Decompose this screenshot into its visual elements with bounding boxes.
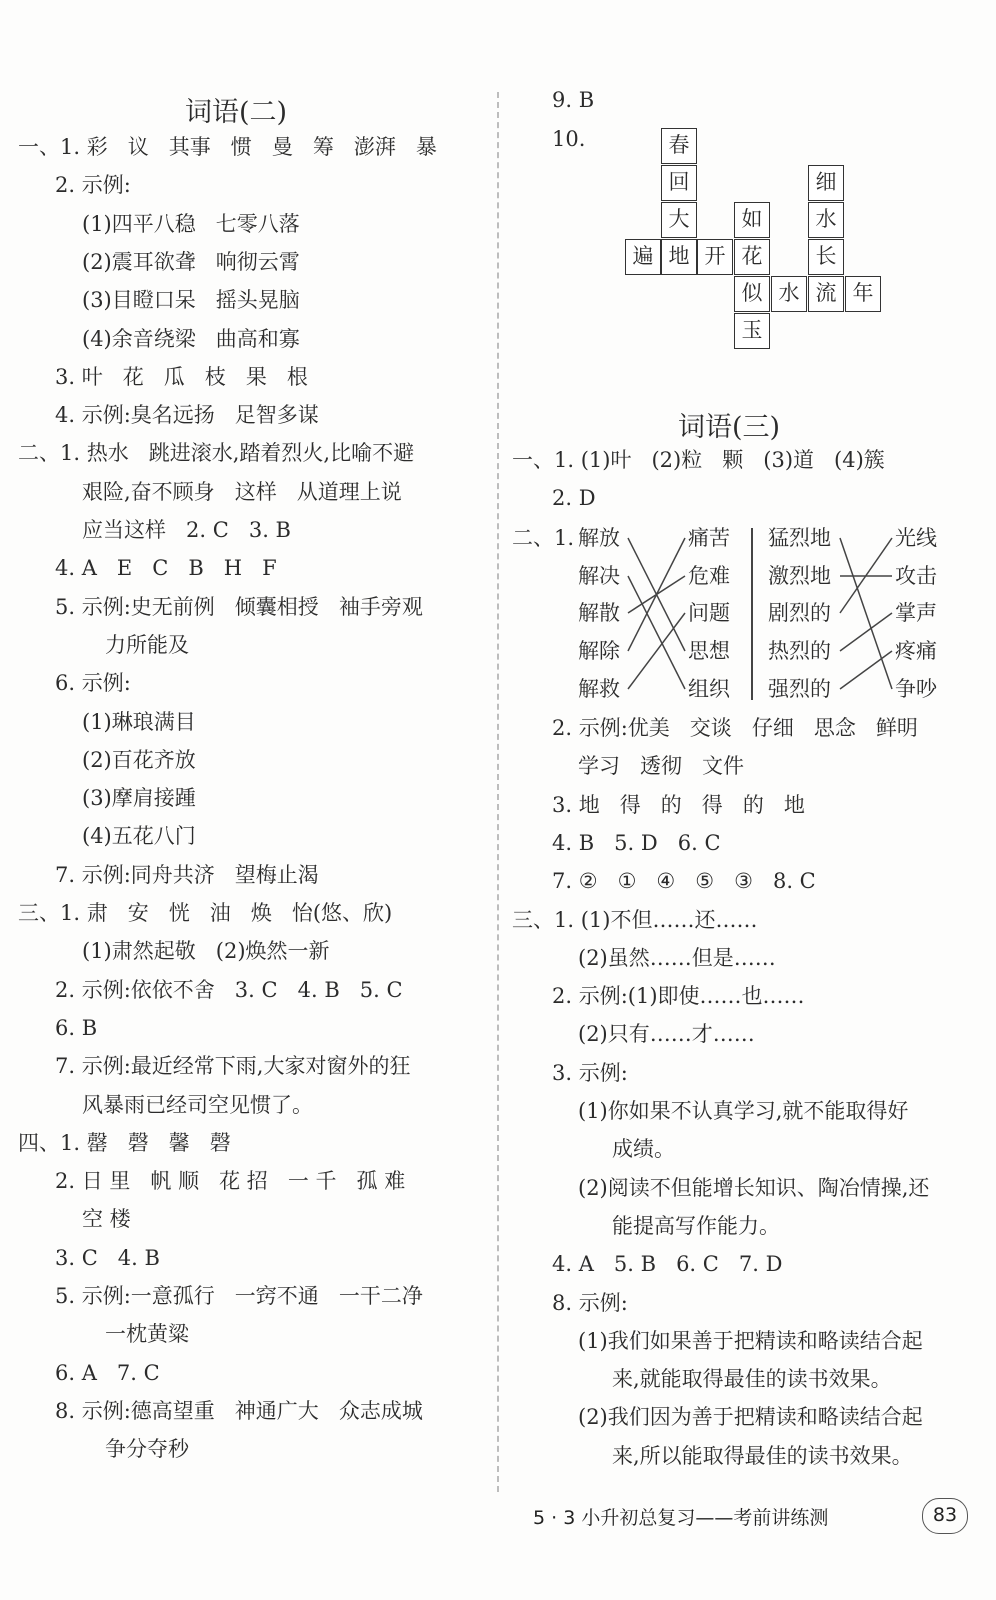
crossword-cell: 地: [661, 239, 697, 275]
match-word-left-b: 强烈的: [768, 677, 831, 701]
answer-line: 三、1. 肃 安 恍 油 焕 怡(悠、欣): [18, 901, 393, 925]
match-word-left-a: 解散: [578, 601, 620, 625]
match-word-left-a: 解除: [578, 639, 620, 663]
matching-link: [628, 613, 685, 689]
answer-line: 5. 示例:一意孤行 一窍不通 一干二净: [55, 1284, 423, 1308]
answer-line: 争分夺秒: [105, 1437, 189, 1462]
match-word-left-a: 解救: [578, 677, 620, 701]
answer-line: 4. B 5. D 6. C: [552, 830, 721, 855]
match-word-right-b: 掌声: [895, 601, 937, 625]
crossword-cell: 玉: [734, 313, 770, 349]
answer-line: 2. 示例:依依不舍 3. C 4. B 5. C: [55, 977, 403, 1002]
footer-text: 5 · 3 小升初总复习——考前讲练测: [533, 1507, 829, 1529]
answer-line: 一枕黄粱: [105, 1322, 189, 1347]
answer-line: 4. 示例:臭名远扬 足智多谋: [55, 403, 319, 428]
answer-line: (3)摩肩接踵: [82, 786, 196, 811]
answer-line: 风暴雨已经司空见惯了。: [82, 1092, 313, 1117]
matching-link: [840, 538, 892, 689]
crossword-cell: 开: [697, 239, 733, 275]
answer-line: (1)我们如果善于把精读和略读结合起: [578, 1328, 923, 1353]
matching-link: [840, 651, 892, 689]
answer-line: 学习 透彻 文件: [578, 754, 745, 779]
crossword-cell: 细: [808, 165, 844, 201]
answer-line: 2. 示例:: [55, 173, 131, 198]
match-word-left-b: 热烈的: [768, 639, 831, 663]
answer-line: 6. B: [55, 1015, 98, 1040]
answer-line: (2)阅读不但能增长知识、陶冶情操,还: [578, 1175, 930, 1200]
answer-line: 5. 示例:史无前例 倾囊相授 袖手旁观: [55, 594, 423, 619]
crossword-cell: 水: [808, 202, 844, 238]
answer-line: 空 楼: [82, 1207, 131, 1232]
crossword-cell: 流: [808, 276, 844, 312]
crossword-cell: 春: [661, 128, 697, 164]
answer-line: 一、1. 彩 议 其事 惯 曼 筹 澎湃 暴: [18, 135, 437, 159]
answer-line: 3. 地 得 的 得 的 地: [552, 792, 805, 817]
answer-line: (2)百花齐放: [82, 747, 196, 772]
answer-line: 2. 示例:优美 交谈 仔细 思念 鲜明: [552, 716, 918, 740]
answer-line: 7. 示例:同舟共济 望梅止渴: [55, 862, 319, 887]
answer-line: 7. 示例:最近经常下雨,大家对窗外的狂: [55, 1054, 411, 1079]
match-word-left-b: 剧烈的: [768, 601, 831, 625]
match-word-right-b: 光线: [895, 526, 937, 550]
answer-line: 2. D: [552, 486, 596, 510]
answer-line: (4)余音绕梁 曲高和寡: [82, 326, 300, 351]
match-word-right-a: 问题: [688, 601, 730, 625]
match-word-right-b: 争吵: [895, 677, 937, 701]
answer-line: 来,就能取得最佳的读书效果。: [612, 1367, 892, 1392]
matching-link: [840, 613, 892, 651]
match-word-left-b: 猛烈地: [768, 526, 831, 550]
answer-q9: 9. B: [552, 88, 595, 112]
section-title-ciyu-3: 词语(三): [678, 412, 781, 443]
answer-line: 四、1. 罄 磬 馨 磬: [18, 1130, 231, 1155]
answer-line: 3. 示例:: [552, 1060, 628, 1085]
crossword-cell: 年: [845, 276, 881, 312]
answer-line: 成绩。: [612, 1137, 675, 1162]
answer-line: 3. 叶 花 瓜 枝 果 根: [55, 364, 308, 389]
crossword-cell: 长: [808, 239, 844, 275]
answer-line: 6. 示例:: [55, 671, 131, 696]
answer-line: (2)虽然……但是……: [578, 945, 776, 970]
match-word-right-a: 痛苦: [688, 526, 730, 550]
match-word-right-a: 组织: [688, 677, 730, 701]
matching-question-label: 二、1.: [512, 526, 575, 550]
answer-line: (2)我们因为善于把精读和略读结合起: [578, 1405, 923, 1430]
match-word-left-a: 解决: [578, 564, 620, 588]
answer-line: (1)你如果不认真学习,就不能取得好: [578, 1099, 909, 1123]
crossword-cell: 花: [734, 239, 770, 275]
crossword-cell: 大: [661, 202, 697, 238]
answer-line: (3)目瞪口呆 摇头晃脑: [82, 288, 300, 313]
match-word-right-b: 疼痛: [895, 639, 937, 663]
match-word-left-b: 激烈地: [768, 564, 831, 588]
answer-line: 7. ② ① ④ ⑤ ③ 8. C: [552, 869, 816, 894]
answer-line: 艰险,奋不顾身 这样 从道理上说: [82, 479, 402, 504]
match-word-right-a: 思想: [688, 639, 730, 663]
answer-line: 来,所以能取得最佳的读书效果。: [612, 1443, 913, 1468]
crossword-cell: 回: [661, 165, 697, 201]
answer-line: 3. C 4. B: [55, 1245, 160, 1270]
match-word-right-a: 危难: [688, 564, 730, 588]
answer-line: 4. A E C B H F: [55, 556, 277, 581]
answer-line: 2. 示例:(1)即使……也……: [552, 984, 805, 1009]
answer-line: 8. 示例:德高望重 神通广大 众志成城: [55, 1398, 423, 1423]
answer-line: (1)四平八稳 七零八落: [82, 211, 300, 236]
answer-line: (4)五花八门: [82, 824, 196, 849]
crossword-cell: 如: [734, 202, 770, 238]
answer-line: (2)只有……才……: [578, 1022, 755, 1047]
crossword-cell: 水: [771, 276, 807, 312]
answer-line: 二、1. 热水 跳进滚水,踏着烈火,比喻不避: [18, 441, 415, 466]
match-word-left-a: 解放: [578, 526, 620, 550]
crossword-cell: 似: [734, 276, 770, 312]
answer-line: 8. 示例:: [552, 1290, 628, 1315]
answer-line: 一、1. (1)叶 (2)粒 颗 (3)道 (4)簇: [512, 448, 885, 472]
match-word-right-b: 攻击: [895, 564, 937, 588]
answer-line: (1)肃然起敬 (2)焕然一新: [82, 939, 330, 964]
answer-line: 力所能及: [105, 632, 189, 657]
answer-line: 应当这样 2. C 3. B: [82, 518, 291, 542]
page-number: 83: [922, 1498, 968, 1534]
answer-line: (1)琳琅满目: [82, 709, 196, 734]
answer-line: 三、1. (1)不但……还……: [512, 907, 758, 932]
answer-line: 2. 日 里 帆 顺 花 招 一 千 孤 难: [55, 1169, 406, 1194]
section-title-ciyu-2: 词语(二): [185, 97, 288, 128]
answer-line: 4. A 5. B 6. C 7. D: [552, 1252, 783, 1277]
crossword-cell: 遍: [625, 239, 661, 275]
answer-line: 能提高写作能力。: [612, 1213, 780, 1238]
answer-line: (2)震耳欲聋 响彻云霄: [82, 249, 300, 274]
answer-line: 6. A 7. C: [55, 1360, 160, 1385]
answer-q10: 10.: [552, 127, 586, 151]
